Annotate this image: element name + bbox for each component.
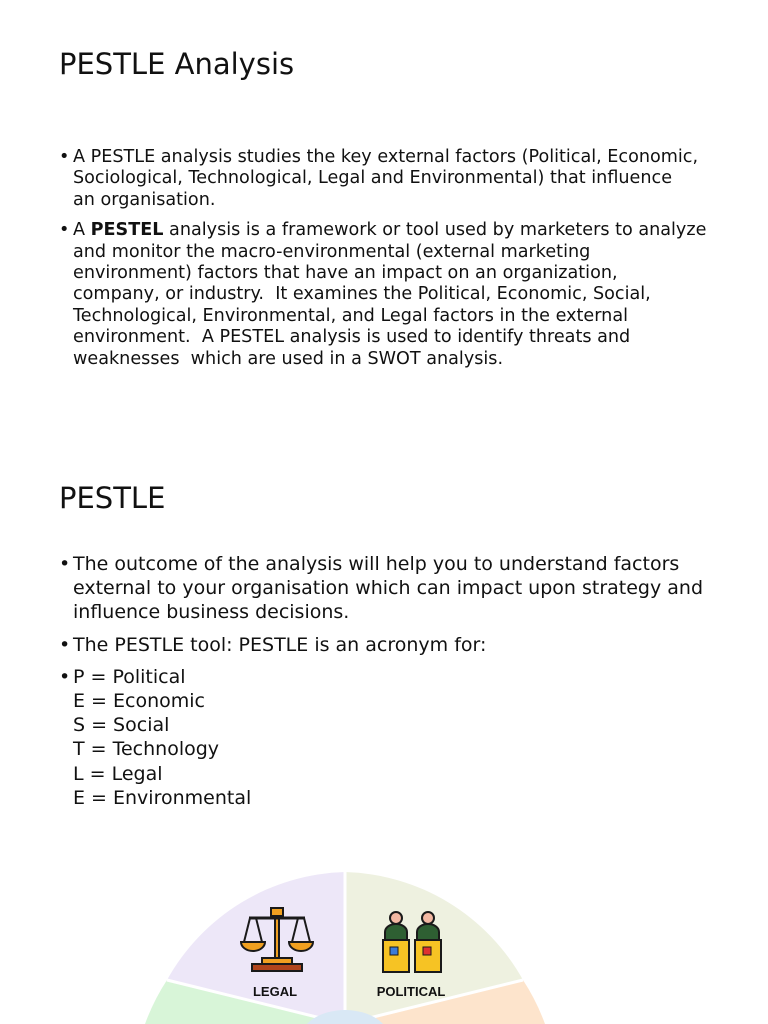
bullet-dot-icon: • bbox=[59, 147, 70, 167]
bullet-dot-icon: • bbox=[59, 665, 71, 688]
bullet-line: environment. A PESTEL analysis is used to identify threats and bbox=[73, 327, 631, 348]
bullet-line: environment) factors that have an impact on an organization, bbox=[73, 263, 618, 284]
slide1-title: PESTLE Analysis bbox=[59, 47, 295, 81]
text-run: analysis is a framework or tool used by marketers to analyze bbox=[163, 220, 707, 241]
bullet-line: The outcome of the analysis will help you to understand factors bbox=[73, 553, 680, 575]
acronym-line: L = Legal bbox=[73, 762, 163, 785]
bullet-line: influence business decisions. bbox=[73, 601, 350, 624]
bullet-dot-icon: • bbox=[59, 633, 71, 656]
bullet-line: an organisation. bbox=[73, 189, 216, 210]
bullet-dot-icon: • bbox=[59, 553, 71, 575]
bullet-line: Technological, Environmental, and Legal factors in the external bbox=[73, 305, 628, 326]
bullet-line: company, or industry. It examines the Political, Economic, Social, bbox=[73, 284, 651, 305]
acronym-line: E = Environmental bbox=[73, 786, 252, 809]
bullet-dot-icon: • bbox=[59, 220, 70, 241]
bullet-line: Sociological, Technological, Legal and Environmental) that influence bbox=[73, 168, 673, 189]
slide2-title: PESTLE bbox=[59, 481, 166, 515]
wheel-label-political: POLITICAL bbox=[376, 984, 446, 999]
bullet-line: and monitor the macro-environmental (external marketing bbox=[73, 241, 591, 262]
acronym-line: T = Technology bbox=[73, 738, 220, 761]
bullet-line: A PESTLE analysis studies the key external factors (Political, Economic, bbox=[73, 147, 699, 167]
acronym-line: P = Political bbox=[73, 665, 186, 688]
bullet-line: weaknesses which are used in a SWOT analysis. bbox=[73, 348, 504, 369]
acronym-line: S = Social bbox=[73, 714, 170, 737]
text-run: A bbox=[73, 220, 91, 241]
bullet-line: The PESTLE tool: PESTLE is an acronym for: bbox=[73, 633, 487, 656]
wheel-label-legal: LEGAL bbox=[252, 984, 298, 999]
bold-term: PESTEL bbox=[90, 220, 164, 241]
acronym-line: E = Economic bbox=[73, 690, 205, 713]
bullet-line: external to your organisation which can impact upon strategy and bbox=[73, 577, 704, 600]
